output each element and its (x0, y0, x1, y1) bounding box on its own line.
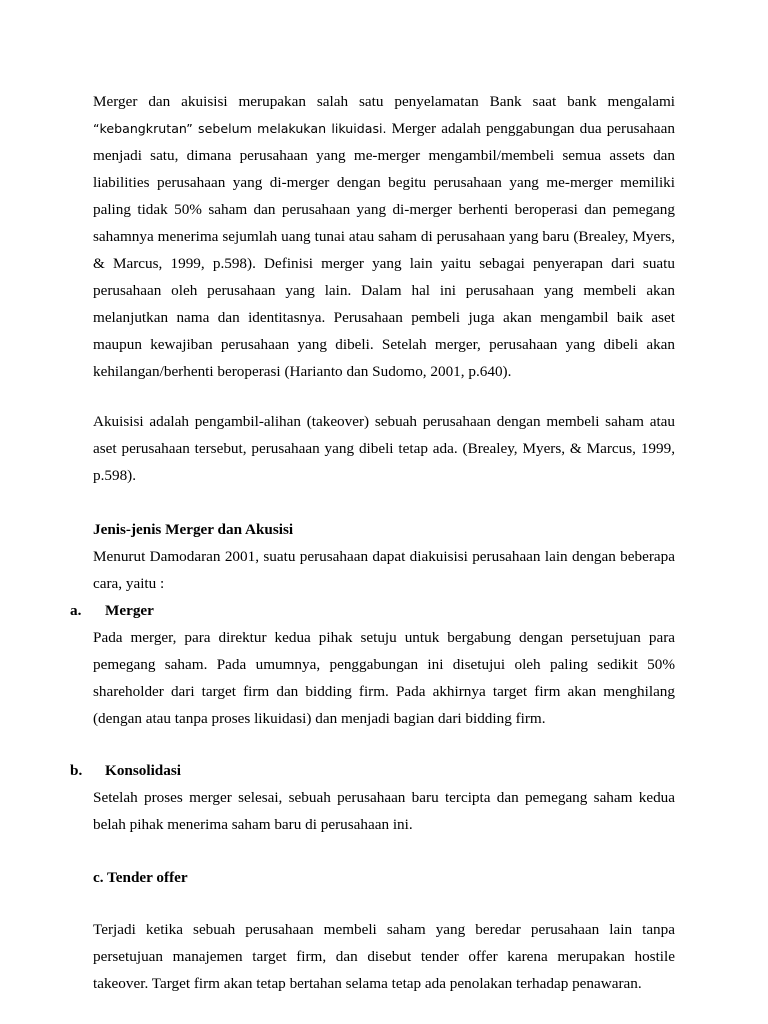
list-title-konsolidasi: Konsolidasi (105, 762, 181, 779)
list-marker-a: a. (70, 602, 82, 619)
list-title-tender-offer: c. Tender offer (93, 869, 188, 886)
section-intro-jenis: Menurut Damodaran 2001, suatu perusahaan dapat diakuisisi perusahaan lain dengan beberapa cara, yaitu : (93, 548, 675, 592)
paragraph-merger-definition (93, 88, 675, 385)
paragraph-merger-text-1: Merger dan akuisisi merupakan salah satu penyelamatan Bank saat bank mengalami (93, 93, 675, 110)
section-heading-jenis: Jenis-jenis Merger dan Akusisi (93, 521, 294, 538)
paragraph-merger-text-sans: “kebangkrutan” sebelum melakukan likuidasi. (93, 121, 387, 136)
paragraph-merger-text-2: Merger adalah penggabungan dua perusahaan menjadi satu, dimana perusahaan yang me-merger mengambil/membeli semua assets dan liabilities perusahaan yang di-merger dengan begitu perusahaan yang me-merger memiliki paling tidak 50% saham dan perusahaan yang di-merger berhenti beroperasi dan pemegang sahamnya menerima sejumlah uang tunai atau saham di perusahaan yang baru (Brealey, Myers, & Marcus, 1999, p.598). Definisi merger yang lain yaitu sebagai penyerapan dari suatu perusahaan oleh perusahaan yang lain. Dalam hal ini perusahaan yang membeli akan melanjutkan nama dan identitasnya. Perusahaan pembeli juga akan mengambil baik aset maupun kewajiban perusahaan yang dibeli. Setelah merger, perusahaan yang dibeli akan kehilangan/berhenti beroperasi (Harianto dan Sudomo, 2001, p.640). (93, 120, 676, 380)
list-body-merger: Pada merger, para direktur kedua pihak setuju untuk bergabung dengan persetujuan para pemegang saham. Pada umumnya, penggabungan ini disetujui oleh paling sedikit 50% shareholder dari target firm dan bidding firm. Pada akhirnya target firm akan menghilang (dengan atau tanpa proses likuidasi) dan menjadi bagian dari bidding firm. (93, 629, 675, 727)
paragraph-akuisisi: Akuisisi adalah pengambil-alihan (takeover) sebuah perusahaan dengan membeli saham atau aset perusahaan tersebut, perusahaan yang dibeli tetap ada. (Brealey, Myers, & Marcus, 1999, p.598). (93, 413, 675, 484)
list-title-merger: Merger (105, 602, 154, 619)
list-body-tender-offer: Terjadi ketika sebuah perusahaan membeli saham yang beredar perusahaan lain tanpa persetujuan manajemen target firm, dan disebut tender offer karena merupakan hostile takeover. Target firm akan tetap bertahan selama tetap ada penolakan terhadap penawaran. (93, 921, 675, 992)
list-marker-b: b. (70, 762, 83, 779)
list-body-konsolidasi: Setelah proses merger selesai, sebuah perusahaan baru tercipta dan pemegang saham kedua belah pihak menerima saham baru di perusahaan ini. (93, 789, 675, 833)
